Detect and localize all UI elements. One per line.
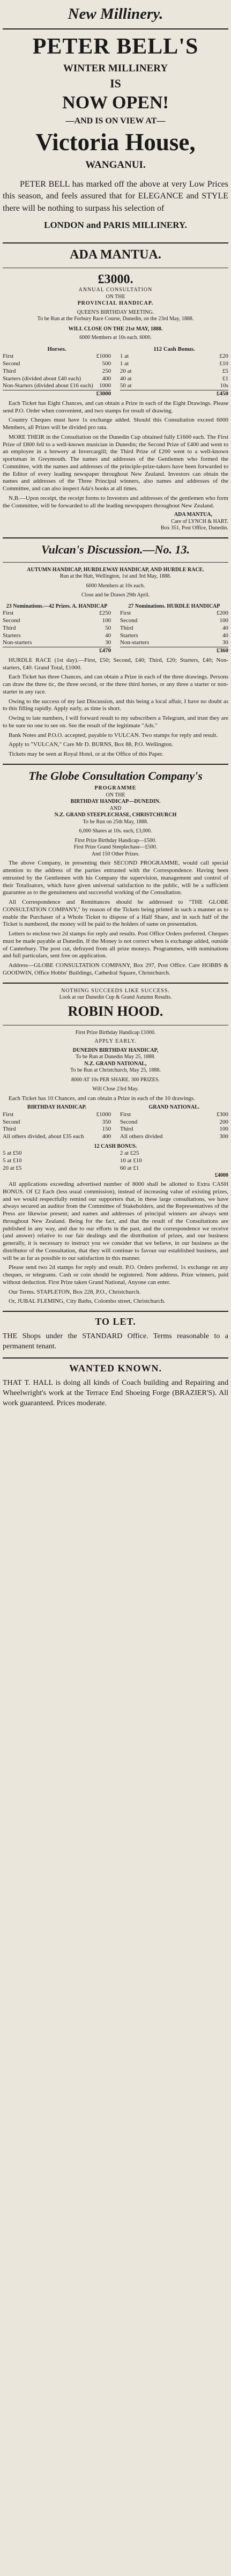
table-row: 5 at £50 <box>3 1150 22 1157</box>
globe-prize1: First Prize Birthday Handicap—£500. <box>74 837 157 844</box>
ada-body: Each Ticket has Eight Chances, and can obtain a Prize in each of the Eight Drawings. Please send P.O. Order when convenient, and two stamps for result of drawing. <box>3 400 228 414</box>
table-row: 40 at £1 <box>120 375 228 382</box>
millinery-line3: NOW OPEN! <box>62 93 169 113</box>
ada-total-right: £450 <box>120 390 228 398</box>
robin-prize-right <box>120 1104 228 1141</box>
millinery-line1: WINTER MILLINERY <box>63 63 168 74</box>
table-row: Starters 40 <box>3 632 111 639</box>
table-row: Starters (divided about £40 each) 400 <box>3 375 111 382</box>
ada-prize-table <box>3 346 228 398</box>
vulcan-closes: Close and be Drawn 29th April. <box>81 592 150 599</box>
table-row: First £1000 <box>3 353 111 360</box>
table-row: Third 50 <box>3 624 111 631</box>
robin-apply: APPLY EARLY. <box>94 1038 137 1045</box>
divider <box>3 562 228 563</box>
robin-prize-left <box>3 1104 111 1141</box>
globe-sub4: AND <box>109 805 122 811</box>
table-row: 10 at £10 <box>120 1157 142 1164</box>
globe-shares: 6,000 Shares at 10s. each, £3,000. <box>79 828 152 835</box>
table-row: Second 350 <box>3 1118 111 1125</box>
ada-body3: MORE THEIR in the Consultation on the Dunedin Cup obtained fully £1600 each. The First Prize of £800 fell to a well-known musician in Dunedin; the Second Prize of £400 and went to an employee in a brewery at Invercargill; the Third Prize of £200 went to a well-known sportsman in Greymouth. The names and addresses of the Gentlemen who formed the Committee, with the names and addresses of the principle-prize-takers have been forwarded to the Editor of every leading newspaper throughout New Zealand. Investors can obtain the names and addresses of the Three Principal winners, also names and addresses of the Committee, and can also inspect Ada's books at all times. <box>3 433 228 492</box>
table-row: Second 100 <box>3 617 111 624</box>
table-row: 1 at £10 <box>120 360 228 367</box>
table-row: Third 150 <box>3 1126 111 1133</box>
ada-address2: Box 351, Post Office, Dunedin. <box>160 525 228 532</box>
table-row: 20 at £5 <box>3 1164 22 1171</box>
vulcan-ad <box>3 543 228 758</box>
divider <box>3 242 228 243</box>
globe-body3: Letters to enclose two 2d stamps for reply and results. Post Office Orders preferred. Cheques must be made payable at Dunedin. If the Money is not correct when is exchange added, outside of Canterbury. The post cut, defrayed from all prize moneys. Programmes, with nominations and full particulars, sent free on application. <box>3 931 228 959</box>
millinery-house: Victoria House, <box>35 129 196 156</box>
table-row: Third 250 <box>3 367 111 374</box>
globe-sub3: BIRTHDAY HANDICAP—DUNEDIN. <box>70 799 161 805</box>
to-let-ad <box>3 1316 228 1352</box>
table-row: Non-starters 30 <box>120 639 228 646</box>
globe-ad <box>3 769 228 977</box>
robin-shares: 8000 AT 10s PER SHARE. 300 PRIZES. <box>71 1076 160 1083</box>
robin-hood-ad <box>3 988 228 1306</box>
robin-prize-table <box>3 1104 228 1141</box>
robin-bonus-right <box>120 1150 228 1172</box>
robin-body: Each Ticket has 10 Chances, and can obtain a Prize in each of the 10 drawings. <box>9 1095 195 1102</box>
robin-total: £4000 <box>215 1172 228 1178</box>
table-row: Non-starters 30 <box>3 639 111 646</box>
millinery-body: PETER BELL has marked off the above at very Low Prices this season, and feels assured that for ELEGANCE and STYLE there will be nothing to surpass his selection of <box>3 180 228 213</box>
millinery-town: WANGANUI. <box>85 159 146 171</box>
robin-bonus-left <box>3 1150 111 1172</box>
globe-address: Address—GLOBE CONSULTATION COMPANY, Box 297, Post Office. Care HOBBS & GOODWIN, Office Hobbs' Buildings, Cathedral Square, Christchurch. <box>3 962 228 976</box>
robin-bonus-table <box>3 1150 228 1172</box>
table-row: 5 at £10 <box>3 1157 22 1164</box>
vulcan-body2: Owing to the success of my last Discussion, and this being a local affair, I have no doubt as to this filling rapidly. Apply early, as time is short. <box>3 698 228 712</box>
ada-sub3: PROVINCIAL HANDICAP. <box>77 300 154 307</box>
table-row: 50 at 10s <box>120 382 228 389</box>
millinery-ad <box>3 5 228 231</box>
globe-body: The above Company, in presenting their SECOND PROGRAMME, would call special attention to the address of the parties entrusted with the Correspondence. Having been entrusted by the Gentlemen with his Company the supervision, management and control of their Totalisators, which have given universal satisfaction to the public, will be a sufficient guarantee as to the genuineness and successful working of the Consultation. <box>3 860 228 896</box>
ada-close: WILL CLOSE ON THE 21st MAY, 1888. <box>68 326 163 332</box>
table-row: Starters 40 <box>120 632 228 639</box>
table-row: Non-Starters (divided about £16 each) 1000 <box>3 382 111 389</box>
robin-sub3: N.Z. GRAND NATIONAL, <box>84 1060 147 1067</box>
ada-address1: Care of LYNCH & HART. <box>171 518 228 525</box>
robin-prize: First Prize Birthday Handicap £1000. <box>75 1029 156 1036</box>
vulcan-total-right: £360 <box>120 647 228 655</box>
table-row: First £200 <box>120 610 228 617</box>
wanted-known-ad <box>3 1363 228 1409</box>
ada-signature: ADA MANTUA, <box>174 512 212 518</box>
vulcan-prize-table <box>3 603 228 655</box>
globe-body2: All Correspondence and Remittances should be addressed to "THE GLOBE CONSULTATION COMPANY," by reason of the Tickets being printed in such a manner as to enable the Purchaser of a Whole Ticket to dispose of a Half Share, and in such half of the Ticket is numbered, the money will be paid to the holders of same on presentation. <box>3 899 228 928</box>
vulcan-body4: Bank Notes and P.O.O. accepted, payable to VULCAN. Two stamps for reply and result. <box>9 732 218 739</box>
globe-sub2: ON THE <box>106 792 125 798</box>
divider <box>3 537 228 538</box>
vulcan-sub1: AUTUMN HANDICAP, HURDLEWAY HANDICAP, AND HURDLE RACE. <box>27 566 204 573</box>
robin-address2: Or, JUBAL FLEMING, City Baths, Colombo street, Christchurch. <box>9 1298 166 1305</box>
table-row: 20 at £5 <box>120 367 228 374</box>
ada-prize-left <box>3 346 111 398</box>
vulcan-members: 6000 Members at 10s each. <box>86 582 145 589</box>
ada-amount: £3000. <box>98 272 133 287</box>
tolet-body: THE Shops under the STANDARD Office. Terms reasonable to a permanent tenant. <box>3 1332 228 1350</box>
globe-sub6: To be Run on 25th May, 1888. <box>83 818 148 825</box>
robin-sub2: To be Run at Dunedin May 25, 1888. <box>75 1054 155 1060</box>
millinery-line4: —AND IS ON VIEW AT— <box>65 116 166 126</box>
table-row: Third 40 <box>120 624 228 631</box>
millinery-line2: IS <box>110 77 121 90</box>
globe-sub5: N.Z. GRAND STEEPLECHASE, CHRISTCHURCH <box>54 812 177 818</box>
robin-pre1: NOTHING SUCCEEDS LIKE SUCCESS. <box>61 987 170 994</box>
robin-body3: Please send two 2d stamps for reply and result. P.O. Orders preferred. 1s exchange on any cheques, or telegrams. Cash or coin should be registered. Note address. Prize winners, paid without deduction. First Prize taken Grand National, Anyone can enter. <box>3 1264 228 1286</box>
robin-pre2: Look at our Dunedin Cup & Grand Autumn Results. <box>59 994 172 1001</box>
vulcan-title: Vulcan's Discussion.—No. 13. <box>41 542 190 556</box>
divider <box>3 983 228 984</box>
table-row: Second 200 <box>120 1118 228 1125</box>
millinery-closing: LONDON and PARIS MILLINERY. <box>44 220 187 231</box>
robin-right-head: GRAND NATIONAL. <box>148 1104 200 1111</box>
table-row: First £300 <box>120 1111 228 1118</box>
ada-body2: Country Cheques must have 1s exchange added. Should this Consultation exceed 6000 Members, all Prizes will be divided pro rata. <box>3 417 228 431</box>
vulcan-body3: Owing to late numbers, I will forward result to my subscribers a Telegram, and trust they are to be sure no one to see on. See the result of the legitimate "Ads." <box>3 715 228 729</box>
ada-sub2: ON THE <box>106 293 125 300</box>
ada-sub5: To be Run at the Forbury Race Course, Dunedin, on the 23rd May, 1888. <box>37 316 194 322</box>
ada-right-head: 112 Cash Bonus. <box>153 345 195 352</box>
divider <box>3 764 228 765</box>
vulcan-prize-right <box>120 603 228 655</box>
vulcan-right-head: 27 Nominations. HURDLE HANDICAP <box>128 603 220 609</box>
ada-left-head: Horses. <box>47 345 66 352</box>
globe-title: The Globe Consultation Company's <box>28 769 203 783</box>
ada-mantua-ad <box>3 248 228 532</box>
robin-body2: All applications exceeding advertised number of 8000 shall be allotted to Extra CASH BONUS. Of £2 Each (less usual commission), instead of increasing value of existing prizes, and we would respectfully remind our supporters that, in these large consultations, we have always secured an auditor from the Committee of Stakeholders, and the Representatives of the Press are likewise present; and names and addresses of principal winners are always sent throughout New Zealand. Being for the fact, and that the result of the Consultations are published in any way, and due to our efforts in the past, and the correspondence we receive (and answer) relative to our fair dealings and the distribution of prizes, and our business generally, it is necessary to instruct you we consider that we believe, in our business as the distributor of the Consultation, that they will continue to favour our established business, and will be as far as possible to our satisfaction in this manner. <box>3 1181 228 1261</box>
ada-sub1: ANNUAL CONSULTATION <box>78 287 153 293</box>
vulcan-total-left: £470 <box>3 647 111 655</box>
table-row: First £250 <box>3 610 111 617</box>
ada-members: 6000 Members at 10s each. 6000. <box>79 335 152 341</box>
vulcan-hurdle: HURDLE RACE (1st day).—First, £50; Second, £40; Third, £20; Starters, £40; Non-starters, £40. Grand Total, £1000. <box>3 656 228 671</box>
vulcan-body6: Tickets may be seen at Royal Hotel, or at the Office of this Paper. <box>9 751 163 758</box>
table-row: Third 100 <box>120 1126 228 1133</box>
robin-close: Will Close 23rd May. <box>92 1086 139 1093</box>
ada-total-left: £3000 <box>3 390 111 398</box>
millinery-name: PETER BELL'S <box>32 34 199 59</box>
table-row: 2 at £25 <box>120 1150 139 1157</box>
table-row: 60 at £1 <box>120 1164 139 1171</box>
table-row: All others divided, about £35 each 400 <box>3 1133 111 1140</box>
table-row: Second 100 <box>120 617 228 624</box>
robin-title: ROBIN HOOD. <box>68 1003 163 1019</box>
vulcan-prize-left <box>3 603 111 655</box>
vulcan-left-head: 23 Nominations.—42 Prizes. A. HANDICAP <box>6 603 108 609</box>
ada-sub4: QUEEN'S BIRTHDAY MEETING. <box>77 309 154 315</box>
table-row: First £1000 <box>3 1111 111 1118</box>
robin-sub4: To be Run at Christchurch, May 25, 1888. <box>70 1067 161 1074</box>
divider <box>3 1357 228 1359</box>
vulcan-body: Each Ticket has three Chances, and can obtain a Prize in each of the three drawings. Persons can draw the three tic, the three second, or the three third horses, or any three a starter or non-starter in any race. <box>3 674 228 695</box>
robin-sub1: DUNEDIN BIRTHDAY HANDICAP, <box>72 1047 159 1053</box>
wanted-body: THAT T. HALL is doing all kinds of Coach building and Repairing and Wheelwright's work at the Terrace End Shoeing Forge (BRAZIER'S). All work guaranteed. Prices moderate. <box>3 1378 228 1407</box>
ada-prize-right <box>120 346 228 398</box>
ada-title: ADA MANTUA. <box>70 248 161 262</box>
robin-bonus-head: 12 CASH BONUS. <box>94 1143 137 1149</box>
table-row: Second 500 <box>3 360 111 367</box>
millinery-headline: New Millinery. <box>68 5 163 23</box>
table-row: All others divided 300 <box>120 1133 228 1140</box>
ada-body4: N.B.—Upon receipt, the receipt forms to Investors and addresses of the gentlemen who form the Committee, will be forwarded to all the leading newspapers throughout New Zealand. <box>3 494 228 509</box>
divider <box>3 1311 228 1312</box>
globe-sub1: PROGRAMME <box>94 785 137 792</box>
wanted-title: WANTED KNOWN. <box>69 1362 162 1374</box>
table-row: 1 at £20 <box>120 353 228 360</box>
tolet-title: TO LET. <box>95 1316 136 1327</box>
vulcan-body5: Apply to "VULCAN," Care Mr D. BURNS, Box 88, P.O. Wellington. <box>9 741 174 748</box>
globe-prize3: And 150 Other Prizes. <box>91 851 140 857</box>
vulcan-sub2: Run at the Hutt, Wellington, 1st and 3rd May, 1888. <box>59 573 172 580</box>
robin-left-head: BIRTHDAY HANDICAP. <box>27 1104 87 1111</box>
robin-address1: Our Terms. STAPLETON, Box 228, P.O., Christchurch. <box>9 1288 141 1295</box>
globe-prize2: First Prize Grand Steeplechase—£500. <box>73 844 158 851</box>
divider <box>3 28 228 29</box>
